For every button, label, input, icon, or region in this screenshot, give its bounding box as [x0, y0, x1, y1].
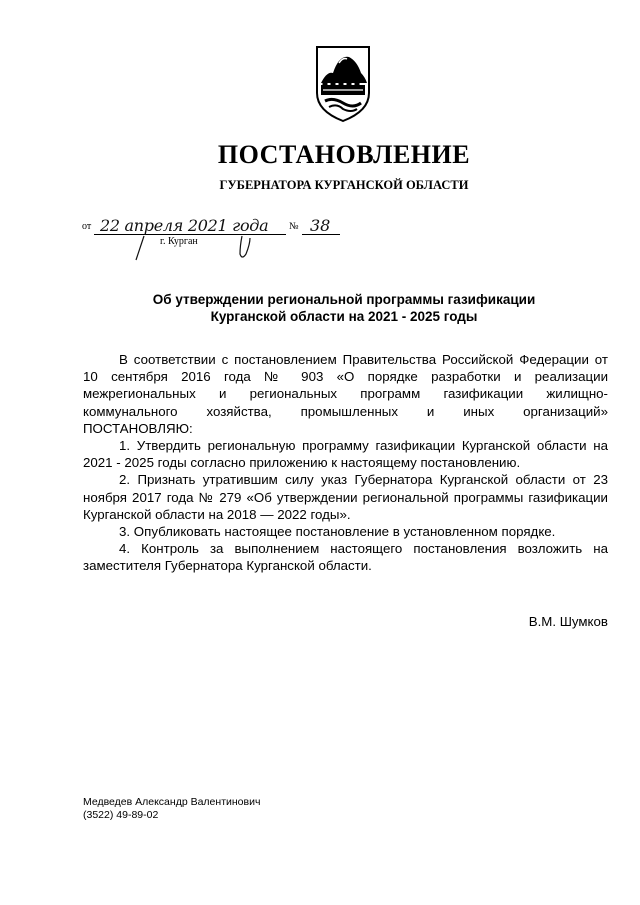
heading-line-1: Об утверждении региональной программы газификации [152, 292, 536, 307]
date-prefix: от [82, 221, 92, 232]
contact-block [83, 796, 260, 822]
decree-item-3: 3. Опубликовать настоящее постановление в установленном порядке. [119, 524, 556, 540]
place-name: г. Курган [160, 236, 198, 247]
decree-item-1: 1. Утвердить региональную программу газификации Курганской области на 2021 - 2025 годы согласно приложению к настоящему постановлению. [83, 438, 608, 471]
kurgan-coat-of-arms-icon [313, 43, 373, 123]
preamble-paragraph: В соответствии с постановлением Правительства Российской Федерации от 10 сентября 2016 года № 903 «О порядке разработки и реализации межрегиональных и региональных программ газификации жилищно- [83, 352, 608, 402]
decree-item-2: 2. Признать утратившим силу указ Губернатора Курганской области от 23 ноября 2017 года № 279 «Об утверждении региональной программы газификации Курганской области на 2018 — 2022 годы». [83, 472, 608, 522]
document-subtitle: ГУБЕРНАТОРА КУРГАНСКОЙ ОБЛАСТИ [219, 178, 469, 192]
number-sign: № [289, 221, 299, 232]
document-title: ПОСТАНОВЛЕНИЕ [217, 140, 471, 169]
handwriting-stroke [130, 234, 170, 264]
handwritten-date: 22 апреля 2021 года [100, 216, 269, 235]
contact-name: Медведев Александр Валентинович [83, 796, 261, 808]
handwritten-number: 38 [310, 216, 331, 235]
signature-name: В.М. Шумков [528, 614, 608, 629]
heading-line-2: Курганской области на 2021 - 2025 годы [210, 309, 478, 324]
contact-phone: (3522) 49-89-02 [83, 809, 159, 821]
document-body [83, 351, 608, 575]
handwriting-stroke [232, 234, 262, 264]
decree-item-4: 4. Контроль за выполнением настоящего постановления возложить на заместителя Губернатора Курганской области. [83, 541, 608, 574]
decree-word: ПОСТАНОВЛЯЮ: [83, 420, 193, 436]
preamble-paragraph-cont: коммунального хозяйства, промышленных и иных организаций» [83, 403, 608, 419]
document-heading [70, 291, 618, 325]
date-line [82, 216, 352, 262]
